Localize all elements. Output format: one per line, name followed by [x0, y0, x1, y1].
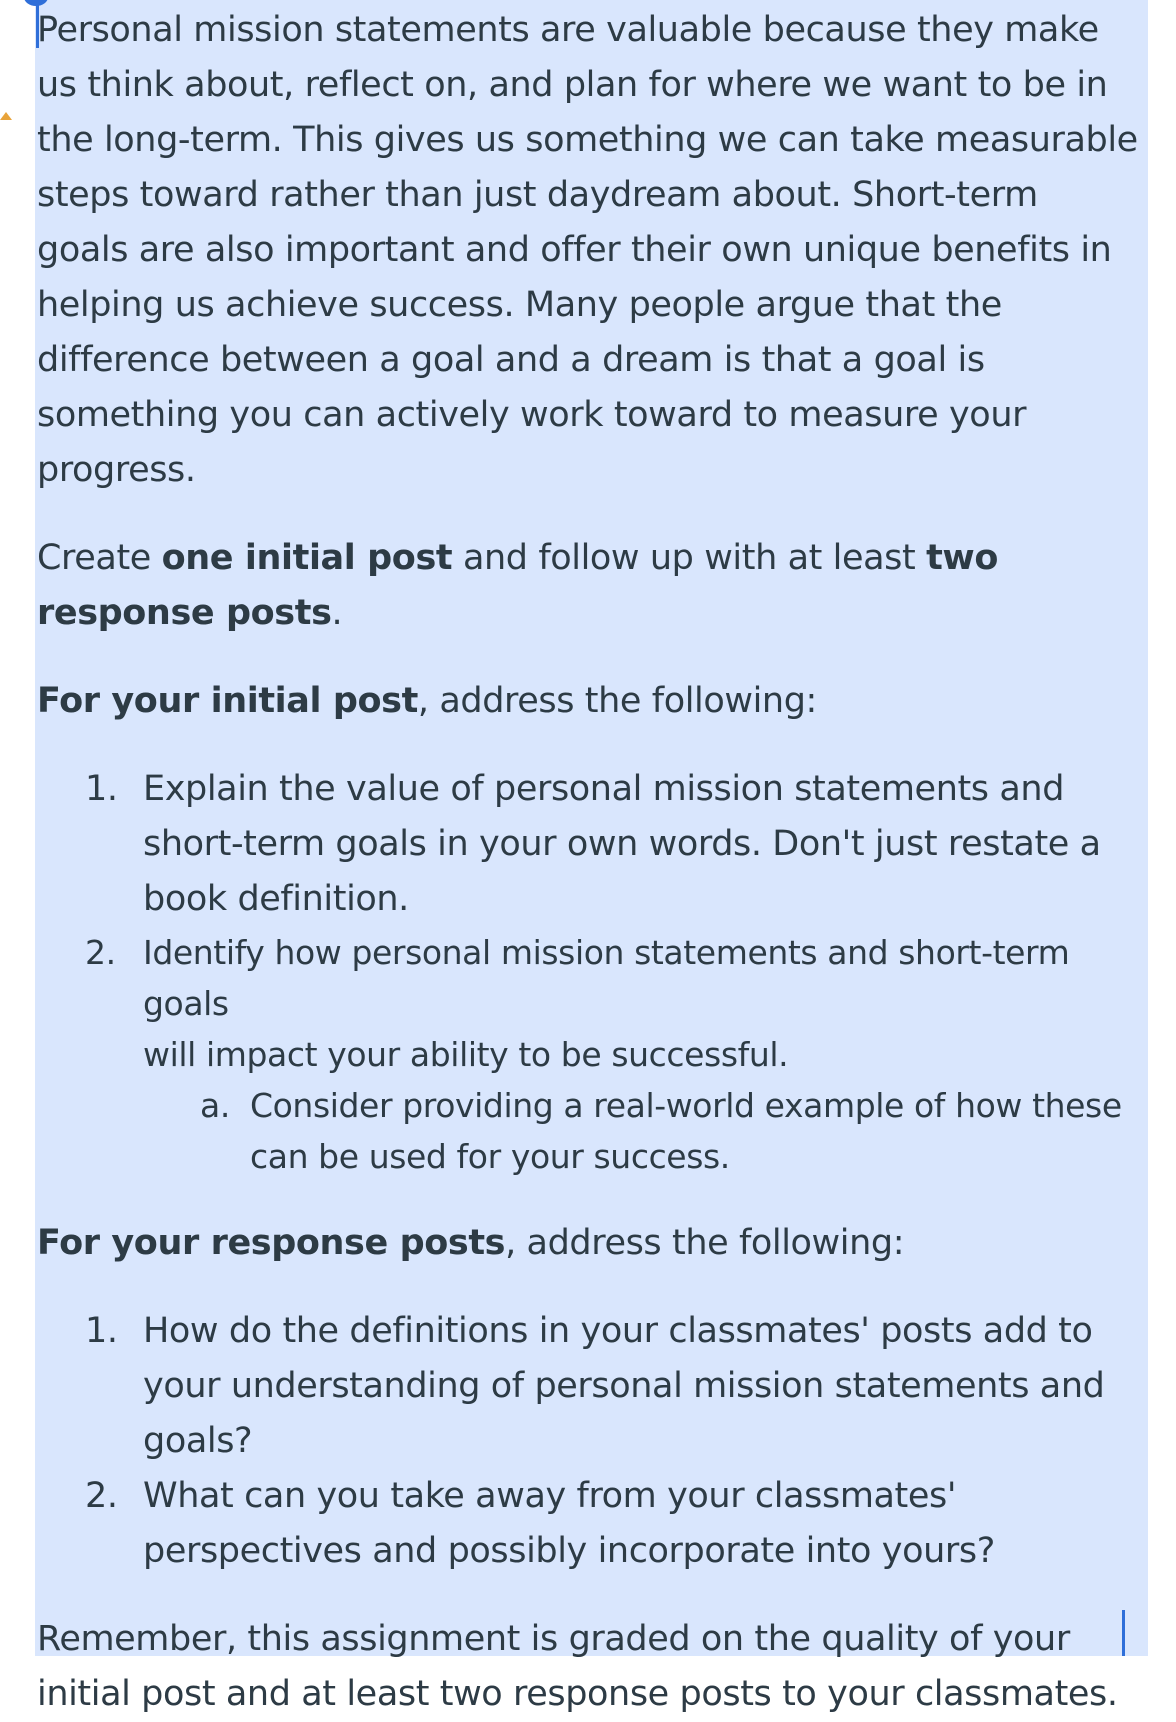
- intro-line: Personal mission statements are valuable because they make: [37, 10, 1099, 50]
- list-item-line: What can you take away from your classmates': [143, 1476, 957, 1516]
- initial-post-heading: [37, 674, 1149, 729]
- intro-line: progress.: [37, 450, 196, 490]
- margin-marker-icon: [0, 112, 12, 120]
- intro-line: helping us achieve success. Many people argue that the: [37, 285, 1002, 325]
- selection-end-caret: [1122, 1610, 1125, 1656]
- instructions-bold-response-posts: response posts: [37, 593, 332, 633]
- reminder-line: Remember, this assignment is graded on the quality of your: [37, 1619, 1070, 1659]
- intro-line: goals are also important and offer their own unique benefits in: [37, 230, 1112, 270]
- sub-list-item: [37, 1080, 1149, 1182]
- list-item: [37, 1304, 1149, 1469]
- sub-list-letter: a.: [200, 1086, 230, 1125]
- list-item: [37, 762, 1149, 927]
- response-posts-heading: [37, 1216, 1149, 1271]
- list-item-line: will impact your ability to be successful.: [143, 1035, 789, 1074]
- response-posts-list: [37, 1304, 1149, 1579]
- list-number: 1.: [85, 769, 118, 809]
- intro-line: difference between a goal and a dream is that a goal is: [37, 340, 985, 380]
- list-item-line: How do the definitions in your classmates' posts add to: [143, 1311, 1093, 1351]
- initial-post-heading-bold: For your initial post: [37, 681, 418, 721]
- list-item: [37, 927, 1149, 1080]
- sub-list-item-line: Consider providing a real-world example of how these: [250, 1086, 1122, 1125]
- list-item-line: short-term goals in your own words. Don't just restate a: [143, 824, 1101, 864]
- intro-line: something you can actively work toward to measure your: [37, 395, 1027, 435]
- reminder-paragraph: [37, 1612, 1149, 1722]
- assignment-body[interactable]: [37, 0, 1149, 1722]
- list-item-line: Explain the value of personal mission statements and: [143, 769, 1065, 809]
- instructions-text: and follow up with at least: [452, 538, 927, 578]
- initial-post-heading-text: , address the following:: [417, 681, 817, 721]
- response-posts-heading-bold: For your response posts: [37, 1223, 506, 1263]
- instructions-paragraph: [37, 531, 1149, 641]
- list-item-line: your understanding of personal mission statements and: [143, 1366, 1105, 1406]
- intro-line: us think about, reflect on, and plan for where we want to be in: [37, 65, 1108, 105]
- instructions-bold-initial-post: one initial post: [161, 538, 453, 578]
- intro-paragraph: [37, 3, 1149, 498]
- intro-line: the long-term. This gives us something we can take measurable: [37, 120, 1138, 160]
- sub-list-item-line: can be used for your success.: [250, 1137, 730, 1176]
- initial-post-list: [37, 762, 1149, 1182]
- response-posts-heading-text: , address the following:: [505, 1223, 905, 1263]
- list-number: 2.: [85, 1476, 118, 1516]
- list-number: 2.: [85, 933, 116, 972]
- list-item-line: book definition.: [143, 879, 409, 919]
- reminder-line: initial post and at least two response posts to your classmates.: [37, 1674, 1118, 1714]
- list-number: 1.: [85, 1311, 118, 1351]
- list-item-line: perspectives and possibly incorporate into yours?: [143, 1531, 995, 1571]
- list-item-line: goals?: [143, 1421, 253, 1461]
- instructions-period: .: [331, 593, 343, 633]
- intro-line: steps toward rather than just daydream about. Short-term: [37, 175, 1038, 215]
- instructions-bold-two: two: [926, 538, 998, 578]
- list-item-line: Identify how personal mission statements and short-term goals: [143, 933, 1070, 1023]
- instructions-text: Create: [37, 538, 162, 578]
- list-item: [37, 1469, 1149, 1579]
